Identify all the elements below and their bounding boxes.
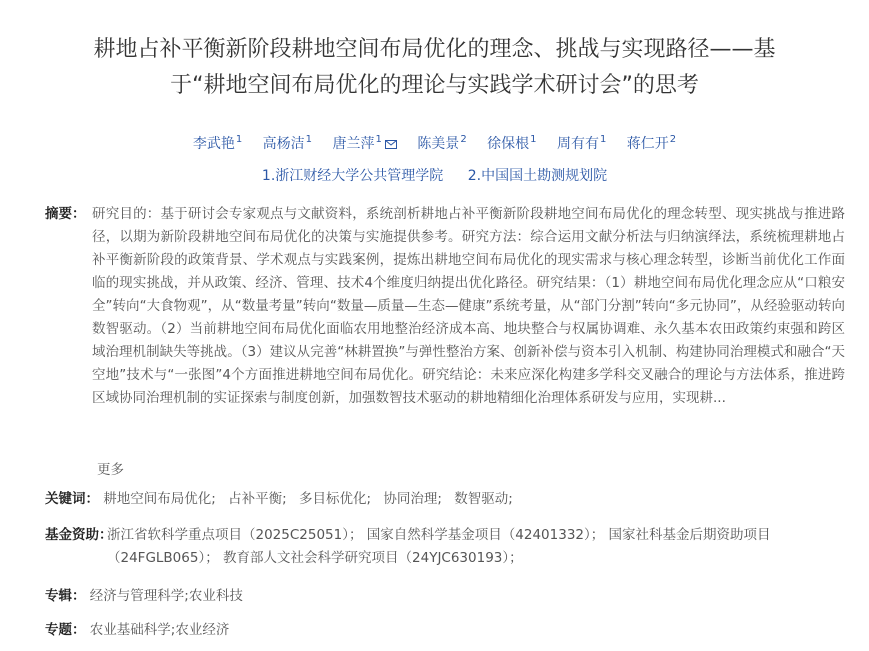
keyword-link[interactable]: 占补平衡; [228, 491, 287, 507]
keyword-link[interactable]: 协同治理; [383, 491, 442, 507]
collection-label: 专辑： [45, 588, 86, 604]
author-link[interactable]: 徐保根$^1$ [487, 134, 537, 152]
keywords-section [45, 488, 521, 511]
title-line-1: 耕地占补平衡新阶段耕地空间布局优化的理念、挑战与实现路径——基 [93, 37, 776, 62]
funding-item[interactable]: 国家自然科学基金项目（42401332）； [366, 527, 605, 543]
expand-more-link[interactable]: 更多 [97, 462, 124, 478]
title-line-2: 于“耕地空间布局优化的理论与实践学术研讨会”的思考 [170, 73, 699, 98]
abstract-section [45, 203, 845, 410]
funding-item[interactable]: 浙江省软科学重点项目（2025C25051）； [107, 527, 363, 543]
funding-item[interactable]: 教育部人文社会科学研究项目（24YJC630193）； [223, 550, 523, 566]
funding-item[interactable]: 国家社科基金后期资助项目（24FGLB065）； [107, 527, 771, 566]
abstract-label: 摘要： [45, 206, 86, 222]
author-link[interactable]: 陈美景$^2$ [417, 134, 467, 152]
mail-icon[interactable] [385, 140, 397, 149]
collection-value: 经济与管理科学;农业科技 [89, 588, 243, 604]
keyword-link[interactable]: 数智驱动; [454, 491, 513, 507]
abstract-text: 研究目的：基于研讨会专家观点与文献资料，系统剖析耕地占补平衡新阶段耕地空间布局优化的理念转型、现实挑战与推进路径，以期为新阶段耕地空间布局优化的决策与实施提供参考。研究方法：综合运用文献分析法与归纳演绎法，系统梳理耕地占补平衡新阶段的政策背景、学术观点与实践案例，提炼出耕地空间布局优化的现实需求与核心理念转型，诊断当前优化工作面临的现实挑战，并从政策、经济、管理、技术4个维度归纳提出优化路径。研究结果：（1）耕地空间布局优化理念应从“口粮安全”转向“大食物观”，从“数量考量”转向“数量—质量—生态—健康”系统考量，从“部门分割”转向“多元协同”，从经验驱动转向数智驱动。（2）当前耕地空间布局优化面临农用地整治经济成本高、地块整合与权属协调难、永久基本农田政策约束强和跨区域治理机制缺失等挑战。（3）建议从完善“林耕置换”与弹性整治方案、创新补偿与资本引入机制、构建协同治理模式和融合“天空地”技术与“一张图”4个方面推进耕地空间布局优化。研究结论：未来应深化构建多学科交叉融合的理论与方法体系，推进跨区域协同治理机制的实证探索与制度创新，加强数智技术驱动的耕地精细化治理体系研发与应用，实现耕... [92, 206, 845, 406]
topic-label: 专题： [45, 622, 86, 638]
keyword-link[interactable]: 多目标优化; [299, 491, 372, 507]
author-list [0, 133, 869, 153]
topic-section [45, 619, 229, 642]
author-link[interactable]: 李武艳$^1$ [192, 134, 243, 152]
author-link[interactable]: 高杨洁$^1$ [262, 134, 313, 152]
funding-label: 基金资助： [45, 527, 113, 543]
author-link[interactable]: 唐兰萍$^1$ [332, 133, 396, 153]
affiliation-list [0, 165, 869, 185]
article-title [40, 32, 829, 104]
funding-list [107, 524, 850, 570]
funding-section [45, 524, 850, 570]
collection-section [45, 585, 243, 608]
keyword-link[interactable]: 耕地空间布局优化; [103, 491, 216, 507]
author-link[interactable]: 周有有$^1$ [556, 134, 607, 152]
topic-value: 农业基础科学;农业经济 [89, 622, 230, 638]
affiliation-link[interactable]: 2.中国国土勘测规划院 [467, 168, 608, 184]
keywords-label: 关键词： [45, 491, 99, 507]
author-link[interactable]: 蒋仁开$^2$ [626, 134, 677, 152]
affiliation-link[interactable]: 1.浙江财经大学公共管理学院 [261, 168, 444, 184]
